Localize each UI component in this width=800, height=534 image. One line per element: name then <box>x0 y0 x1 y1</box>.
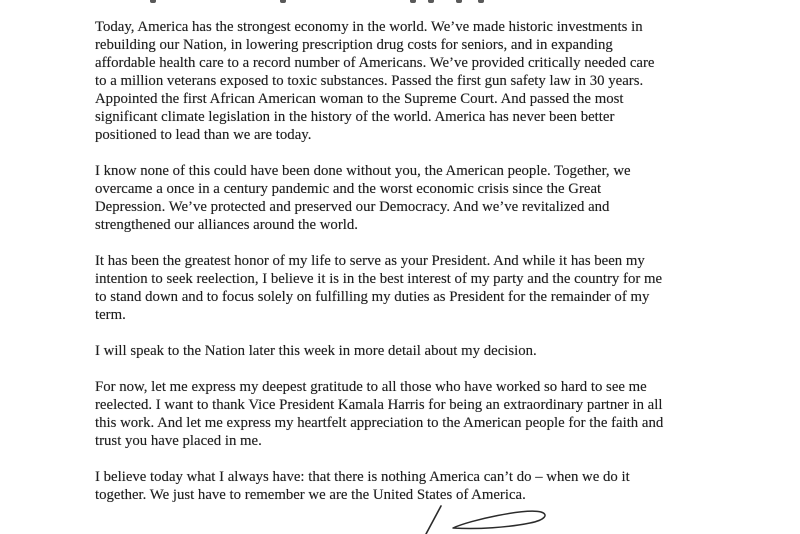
letter-line: It has been the greatest honor of my life to serve as your President. And while it has been my <box>95 253 645 269</box>
letter-line: together. We just have to remember we are the United States of America. <box>95 487 526 503</box>
letter-body <box>95 18 735 522</box>
letter-line: Depression. We’ve protected and preserved our Democracy. And we’ve revitalized and <box>95 199 610 215</box>
letter-line: overcame a once in a century pandemic and the worst economic crisis since the Great <box>95 181 602 197</box>
cropped-glyph-fragment <box>428 0 434 3</box>
letter-line: I will speak to the Nation later this week in more detail about my decision. <box>95 343 537 359</box>
letter-paragraph <box>95 342 735 360</box>
letter-line: positioned to lead than we are today. <box>95 127 312 143</box>
letter-line: this work. And let me express my heartfelt appreciation to the American people for the faith and <box>95 415 664 431</box>
letter-paragraph <box>95 468 735 504</box>
letter-line: I know none of this could have been done without you, the American people. Together, we <box>95 163 631 179</box>
letter-line: Appointed the first African American woman to the Supreme Court. And passed the most <box>95 91 624 107</box>
letter-paragraph <box>95 378 735 450</box>
signature-partial-icon <box>408 500 578 534</box>
letter-paragraph <box>95 162 735 234</box>
cropped-glyph-fragment <box>150 0 156 3</box>
cropped-glyph-fragment <box>456 0 462 3</box>
letter-line: rebuilding our Nation, in lowering prescription drug costs for seniors, and in expanding <box>95 37 613 53</box>
letter-line: I believe today what I always have: that there is nothing America can’t do – when we do it <box>95 469 630 485</box>
cropped-glyph-fragment <box>410 0 416 3</box>
letter-line: affordable health care to a record number of Americans. We’ve provided critically needed care <box>95 55 655 71</box>
letter-line: intention to seek reelection, I believe it is in the best interest of my party and the country for me <box>95 271 663 287</box>
letter-line: strengthened our alliances around the world. <box>95 217 358 233</box>
letter-line: term. <box>95 307 126 323</box>
cropped-glyph-fragment <box>280 0 286 3</box>
cropped-glyph-fragment <box>478 0 484 3</box>
letter-line: to stand down and to focus solely on fulfilling my duties as President for the remainder of my <box>95 289 650 305</box>
letter-line: reelected. I want to thank Vice President Kamala Harris for being an extraordinary partner in all <box>95 397 663 413</box>
letter-line: trust you have placed in me. <box>95 433 262 449</box>
letter-paragraph <box>95 252 735 324</box>
letter-line: to a million veterans exposed to toxic substances. Passed the first gun safety law in 30 years. <box>95 73 644 89</box>
letter-line: For now, let me express my deepest gratitude to all those who have worked so hard to see me <box>95 379 647 395</box>
letter-line: Today, America has the strongest economy in the world. We’ve made historic investments in <box>95 19 643 35</box>
letter-line: significant climate legislation in the history of the world. America has never been better <box>95 109 615 125</box>
letter-paragraph <box>95 18 735 144</box>
